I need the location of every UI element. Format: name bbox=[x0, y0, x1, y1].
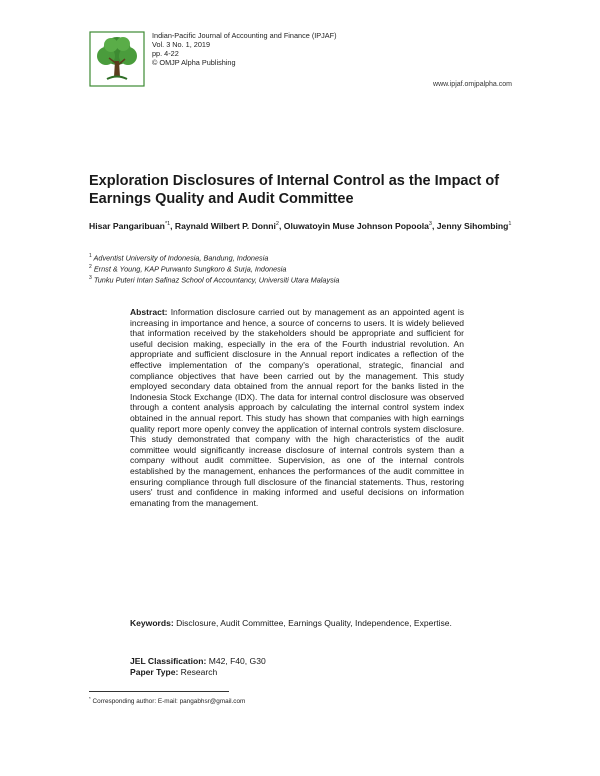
footnote bbox=[89, 696, 245, 705]
journal-url-link[interactable]: www.ipjaf.omjpalpha.com bbox=[433, 81, 512, 88]
affiliation-item bbox=[89, 252, 519, 263]
affiliation-item bbox=[89, 263, 519, 274]
journal-name: Indian-Pacific Journal of Accounting and Finance (IPJAF) bbox=[152, 31, 337, 40]
footnote-mark: * bbox=[89, 696, 91, 701]
abstract-text: Information disclosure carried out by management as an appointed agent is increasing in importance and hence, a source of concerns to users. It is widely believed that information received by the stakeholders should be appropriate and sufficient for useful decision making, especially in the era of the Fourth industrial revolution. An appropriate and sufficient disclosure in the Annual report indicates a reflection of the effective implementation of the company's operational, strategic, financial and compliance objectives that have been carried out by the management. This study employed secondary data obtained from the annual report for the banks listed in the Indonesia Stock Exchange (IDX). The data for internal control disclosure was observed through a content analysis approach by calculating the internal control system index obtained in the annual report. This study has shown that companies with high earnings quality report more openly convey the application of internal controls system disclosure. This study demonstrated that company with the high characteristics of the audit committee would significantly increase disclosure of internal controls system than a company without audit committee. Supervision, as one of the internal controls established by the management, enhances the performances of the audit committee in ensuring compliance through full disclosure of the financial statements. Thus, restoring users' trust and confidence in making informed and useful decisions on information emanating from the management. bbox=[130, 307, 464, 508]
author-name: Hisar Pangaribuan bbox=[89, 220, 165, 231]
affiliation-text: Tunku Puteri Intan Safinaz School of Accountancy, Universiti Utara Malaysia bbox=[93, 275, 340, 285]
jel-classification bbox=[130, 656, 266, 667]
author-mark: 3 bbox=[428, 221, 432, 227]
affiliation-text: Ernst & Young, KAP Purwanto Sungkoro & Surja, Indonesia bbox=[93, 264, 287, 274]
journal-volume: Vol. 3 No. 1, 2019 bbox=[152, 40, 211, 49]
author-name: Oluwatoyin Muse Johnson Popoola bbox=[283, 220, 429, 231]
paper-title: Exploration Disclosures of Internal Control as the Impact of Earnings Quality and Audit Committee bbox=[89, 173, 500, 207]
footnote-divider bbox=[89, 691, 229, 692]
paper-type bbox=[130, 667, 217, 678]
jel-label: JEL Classification: bbox=[130, 656, 207, 666]
author-mark: 2 bbox=[275, 221, 279, 227]
affiliation-list bbox=[89, 252, 519, 286]
journal-publisher: © OMJP Alpha Publishing bbox=[152, 58, 236, 67]
footnote-text: Corresponding author: E-mail: pangabhsr@gmail.com bbox=[92, 698, 246, 706]
affiliation-item bbox=[89, 274, 519, 285]
keywords-text: Disclosure, Audit Committee, Earnings Quality, Independence, Expertise. bbox=[176, 618, 452, 628]
jel-codes: M42, F40, G30 bbox=[208, 656, 266, 666]
abstract-paragraph bbox=[130, 307, 464, 508]
author-mark: 1 bbox=[508, 221, 512, 227]
author-separator: , bbox=[170, 220, 175, 231]
author-name: Raynald Wilbert P. Donni bbox=[174, 220, 276, 231]
affiliation-text: Adventist University of Indonesia, Bandung, Indonesia bbox=[93, 253, 269, 263]
author-mark: *1 bbox=[164, 221, 171, 227]
keywords-label: Keywords: bbox=[130, 618, 174, 628]
affiliation-mark: 1 bbox=[89, 253, 92, 259]
author-separator: , bbox=[278, 220, 284, 231]
author-list bbox=[89, 219, 519, 232]
affiliation-mark: 2 bbox=[89, 264, 92, 271]
keywords-paragraph bbox=[130, 618, 464, 629]
author-name: Jenny Sihombing bbox=[436, 220, 509, 231]
journal-header-info bbox=[152, 31, 337, 67]
tree-logo-icon bbox=[89, 31, 145, 87]
paper-type-value: Research bbox=[180, 667, 218, 677]
paper-type-label: Paper Type: bbox=[130, 667, 179, 677]
abstract-label: Abstract: bbox=[130, 307, 168, 317]
author-separator: , bbox=[431, 220, 437, 231]
journal-pages: pp. 4-22 bbox=[152, 49, 179, 58]
affiliation-mark: 3 bbox=[89, 275, 92, 282]
